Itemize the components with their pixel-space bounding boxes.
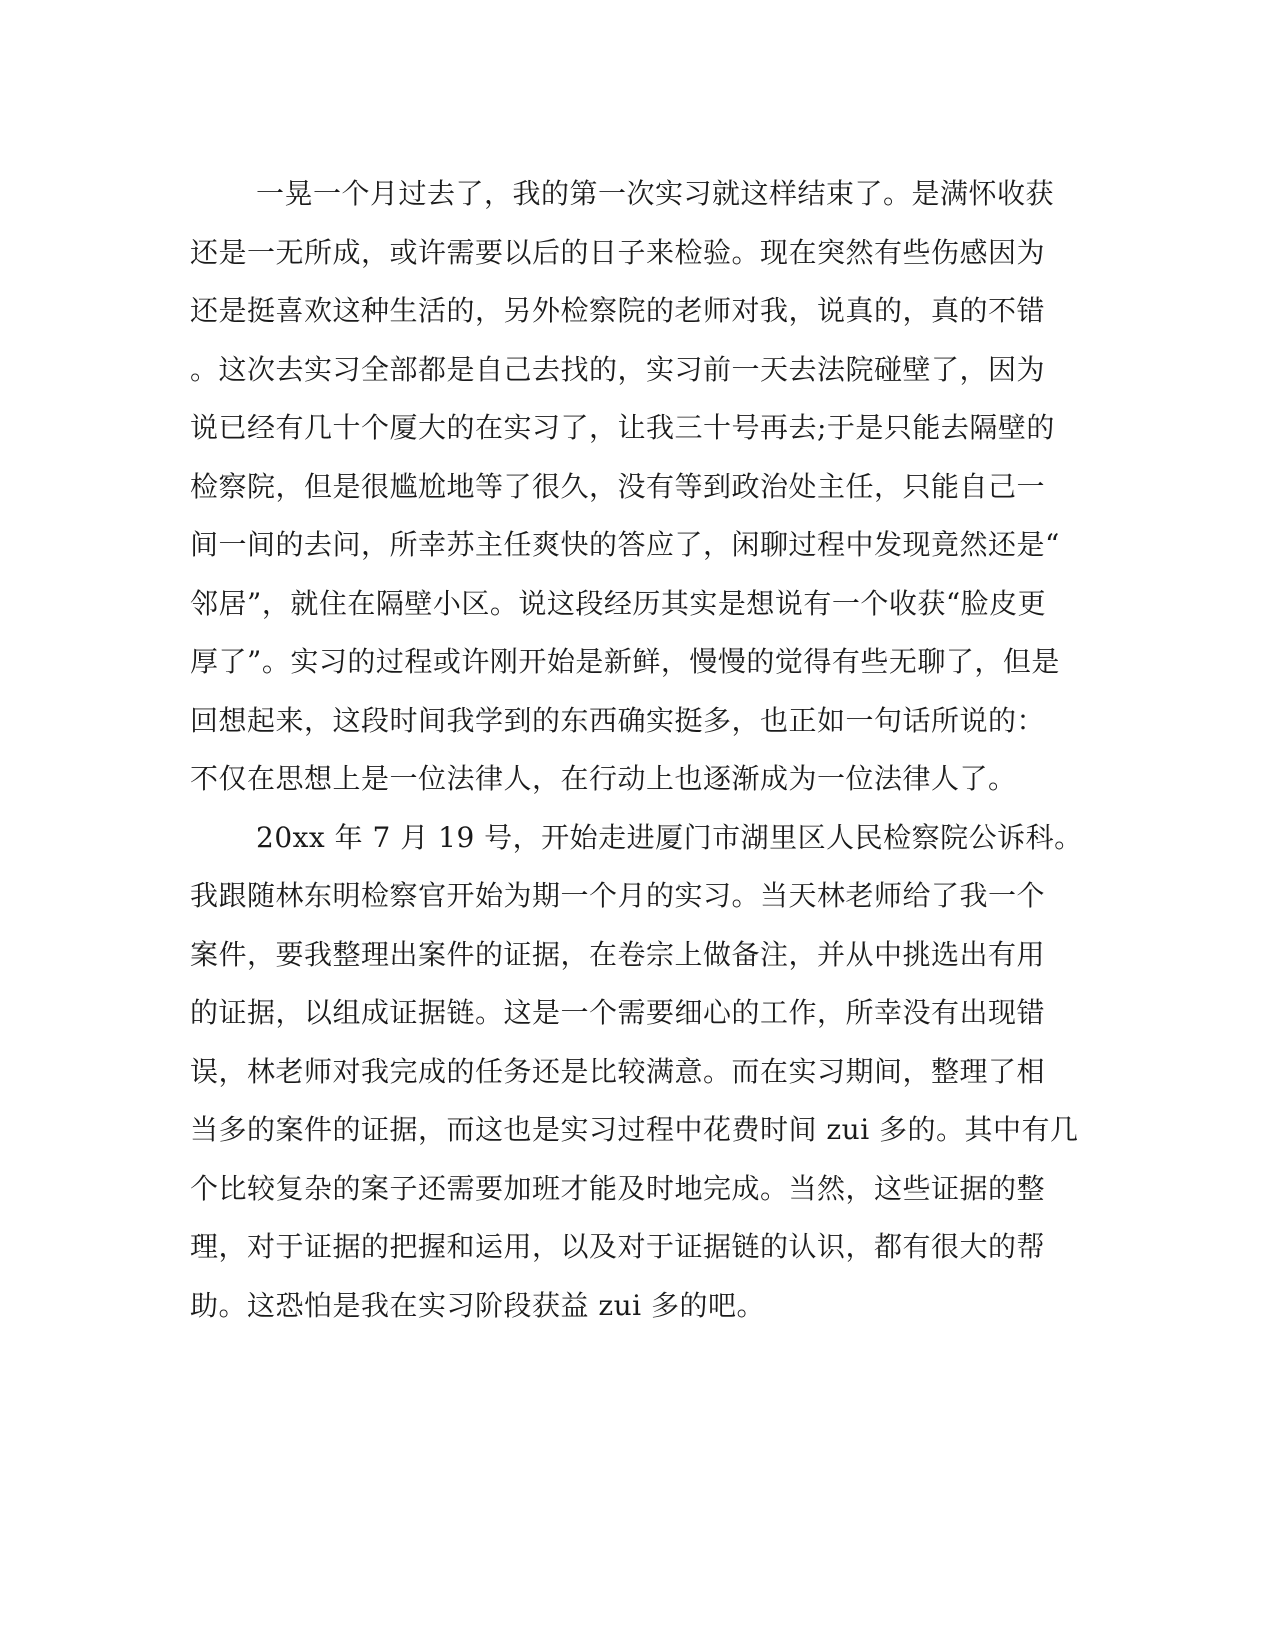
paragraph-2-line: 我跟随林东明检察官开始为期一个月的实习。当天林老师给了我一个 [190,879,1046,912]
paragraph-2-line: 当多的案件的证据，而这也是实习过程中花费时间 zui 多的。其中有几 [190,1113,1079,1146]
document-body [190,165,1083,1335]
paragraph-1-line: 检察院，但是很尴尬地等了很久，没有等到政治处主任，只能自己一 [190,469,1046,503]
paragraph-2-line: 的证据，以组成证据链。这是一个需要细心的工作，所幸没有出现错 [190,996,1046,1029]
paragraph-2-line: 个比较复杂的案子还需要加班才能及时地完成。当然，这些证据的整 [190,1171,1046,1205]
paragraph-1-line: 不仅在思想上是一位法律人，在行动上也逐渐成为一位法律人了。 [190,762,1017,795]
paragraph-1-line: 。这次去实习全部都是自己去找的，实习前一天去法院碰壁了，因为 [190,352,1046,386]
paragraph-1-line: 邻居”，就住在隔壁小区。说这段经历其实是想说有一个收获“脸皮更 [190,586,1047,620]
paragraph-2-line: 误，林老师对我完成的任务还是比较满意。而在实习期间，整理了相 [190,1054,1046,1088]
paragraph-1-line: 说已经有几十个厦大的在实习了，让我三十号再去;于是只能去隔壁的 [190,411,1055,444]
paragraph-1-line: 还是挺喜欢这种生活的，另外检察院的老师对我，说真的，真的不错 [190,294,1046,327]
paragraph-1-line: 厚了”。实习的过程或许刚开始是新鲜，慢慢的觉得有些无聊了，但是 [190,645,1060,678]
paragraph-1-line: 一晃一个月过去了，我的第一次实习就这样结束了。是满怀收获 [256,177,1055,210]
paragraph-2-line: 20xx 年 7 月 19 号，开始走进厦门市湖里区人民检察院公诉科。 [256,820,1083,854]
paragraph-1-line: 还是一无所成，或许需要以后的日子来检验。现在突然有些伤感因为 [190,235,1046,269]
paragraph-2-line: 理，对于证据的把握和运用，以及对于证据链的认识，都有很大的帮 [190,1230,1046,1263]
paragraph-2-line: 案件，要我整理出案件的证据，在卷宗上做备注，并从中挑选出有用 [190,937,1046,971]
paragraph-1-line: 回想起来，这段时间我学到的东西确实挺多，也正如一句话所说的： [190,703,1046,737]
paragraph-1-line: 间一间的去问，所幸苏主任爽快的答应了，闲聊过程中发现竟然还是“ [190,528,1060,561]
paragraph-2-line: 助。这恐怕是我在实习阶段获益 zui 多的吧。 [190,1288,766,1322]
